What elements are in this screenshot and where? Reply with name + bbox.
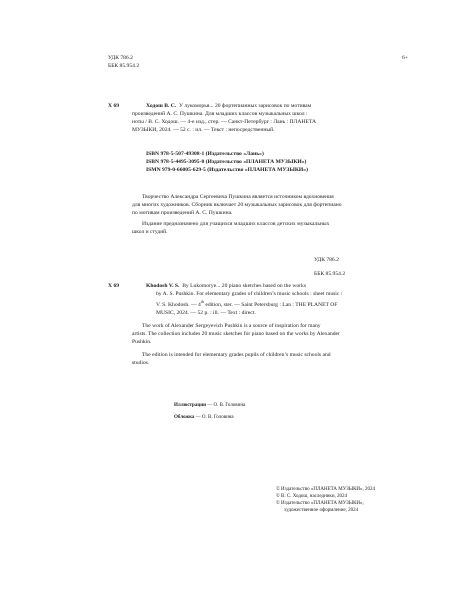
- isbn-planet: ISBN 978-5-4495-3095-0 (Издательство «ПЛАНЕТА МУЗЫКИ»): [146, 159, 307, 165]
- en-catalog-code: Х 69: [108, 283, 120, 289]
- bbk-code: ББК 85.954.2: [108, 63, 140, 69]
- copyright-line4: художественное оформление, 2024: [284, 508, 359, 513]
- ru-audience-line2: школ и студий.: [132, 229, 168, 235]
- ru-desc-line4: МУЗЫКИ, 2024. — 52 с. : ил. — Текст : непосредственный.: [132, 127, 275, 133]
- en-annotation-line2: artists. The collection includes 20 music sketches for piano based on the works by Alexander: [132, 331, 340, 337]
- en-desc-line3: [156, 298, 342, 309]
- en-desc-line3b: edition, ster. — Saint Petersburg : Lan : THE PLANET OF: [203, 301, 338, 308]
- ru-author: Ходош В. С.: [146, 103, 177, 109]
- copyright-line2: © В. С. Ходош, наследники, 2024: [276, 494, 348, 499]
- en-desc-line4: MUSIC, 2024. — 52 p. : ill. — Text : direct.: [156, 309, 256, 316]
- en-audience-line2: studios.: [132, 360, 150, 366]
- cover-value: — О. В. Головина: [194, 415, 234, 420]
- ismn-planet: ISMN 979-0-66005-629-5 (Издательство «ПЛАНЕТА МУЗЫКИ»): [146, 167, 308, 173]
- ru-desc-line3: ноты / В. С. Ходош. — 4-е изд., стер. — Санкт-Петербург : Лань : ПЛАНЕТА: [132, 119, 317, 125]
- age-rating: 6+: [402, 55, 408, 61]
- credit-illustrations: [174, 402, 245, 409]
- en-udk-code: УДК 786.2: [314, 257, 339, 263]
- en-edition-sup: th: [200, 299, 204, 304]
- en-annotation-line1: The work of Alexander Sergeyevich Pushkin is a source of inspiration for many: [142, 323, 321, 329]
- ru-desc-line1: У лукоморья... 20 фортепианных зарисовок по мотивам: [179, 103, 312, 109]
- ru-audience-line1: Издание предназначено для учащихся младших классов детских музыкальных: [142, 221, 330, 227]
- ru-annotation: [132, 193, 342, 236]
- isbn-lan: ISBN 978-5-507-49308-1 (Издательство «Лань»): [146, 151, 264, 157]
- en-description: [146, 282, 342, 317]
- en-audience-line1: The edition is intended for elementary grades pupils of children’s music schools and: [142, 352, 331, 358]
- isbn-block: [146, 150, 308, 174]
- ru-description: [132, 102, 317, 134]
- en-annotation-line3: Pushkin.: [132, 339, 152, 345]
- credit-cover: [174, 414, 245, 421]
- ru-catalog-code: Х 69: [108, 103, 120, 109]
- copyright-line3: © Издательство «ПЛАНЕТА МУЗЫКИ»,: [276, 501, 364, 506]
- en-desc-line3a: V. S. Khodosh. — 4: [156, 301, 201, 308]
- en-classification: [314, 256, 345, 278]
- illustrations-label: Иллюстрации: [174, 403, 206, 408]
- en-author: Khodosh V. S.: [146, 283, 180, 289]
- ru-desc-line2: произведений А. С. Пушкина. Для младших классов музыкальных школ :: [132, 111, 308, 117]
- en-desc-line2: by A. S. Pushkin. For elementary grades of children’s music schools : sheet music /: [156, 291, 343, 297]
- credits: [174, 402, 245, 421]
- ru-annotation-line1: Творчество Александра Сергеевича Пушкина является источником вдохновения: [142, 194, 334, 200]
- en-annotation: [132, 322, 340, 367]
- illustrations-value: — О. В. Головина: [205, 403, 246, 408]
- copyright-line1: © Издательство «ПЛАНЕТА МУЗЫКИ», 2024: [276, 487, 376, 492]
- udk-code: УДК 786.2: [108, 55, 133, 61]
- ru-annotation-line2: для многих художников. Сборник включает 20 музыкальных зарисовок для фортепиано: [132, 202, 342, 208]
- cover-label: Обложка: [174, 415, 195, 420]
- top-classification: [108, 54, 139, 70]
- copyright-block: [276, 486, 375, 514]
- en-desc-line1: By Lukomorye... 20 piano sketches based on the works: [182, 283, 307, 289]
- ru-annotation-line3: по мотивам произведений А. С. Пушкина.: [132, 210, 233, 216]
- en-bbk-code: ББК 85.954.2: [314, 271, 346, 277]
